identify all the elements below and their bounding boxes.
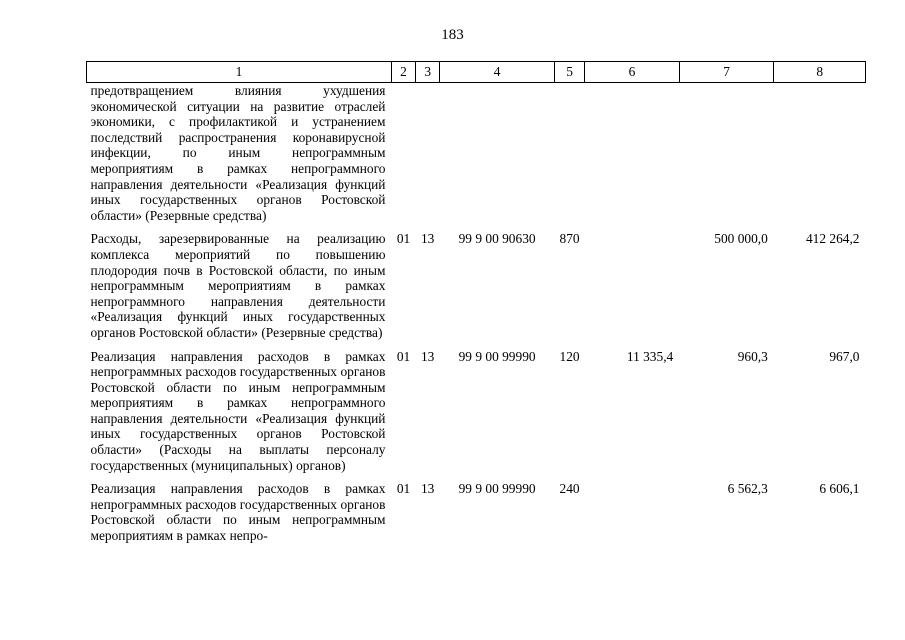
row-target-article: 99 9 00 90630 (458, 231, 536, 247)
row-description: предотвращением влияния ухудшения экономической ситуации на развитие отраслей экономики, с профилактикой и устранением последствий распространения коронавирусной инфекции, по иным непрограммным мероприятиям в рамках непрограммного направления деятельности «Реализация функций иных государственных органов Ростовской области» (Резервные средства) (90, 83, 386, 223)
row-amount-col7: 500 000,0 (714, 231, 768, 247)
row-amount-col6 (585, 223, 680, 340)
row-subsection-code: 13 (420, 348, 435, 364)
row-description: Реализация направления расходов в рамках непрограммных расходов государственных органов Ростовской области по иным непрограммным мероприятиям в рамках непрограммного направления деятельности «Реализация функций иных государственных органов Ростовской области» (Расходы на выплаты персоналу государственных (муниципальных) органов) (90, 348, 386, 473)
row-subsection-code: 13 (420, 481, 435, 497)
row-amount-col6 (585, 473, 680, 543)
row-target-article: 99 9 00 99990 (458, 348, 536, 364)
header-row (87, 62, 866, 83)
page-number: 183 (441, 27, 464, 43)
row-target-article (440, 83, 555, 224)
row-amount-col7 (679, 83, 774, 224)
col-header-5: 5 (554, 62, 584, 83)
row-expense-type: 870 (559, 231, 580, 247)
col-header-8: 8 (774, 62, 866, 83)
row-description: Реализация направления расходов в рамках непрограммных расходов государственных органов Ростовской области по иным непрограммным мероприятиям в рамках непро- (90, 481, 386, 544)
row-expense-type: 120 (559, 348, 580, 364)
row-section-code: 01 (396, 481, 411, 497)
col-header-6: 6 (585, 62, 680, 83)
col-header-4: 4 (440, 62, 555, 83)
row-amount-col7: 6 562,3 (727, 481, 768, 497)
col-header-7: 7 (679, 62, 774, 83)
budget-table (86, 61, 866, 544)
col-header-1: 1 (87, 62, 392, 83)
row-expense-type (554, 83, 584, 224)
row-amount-col6: 11 335,4 (626, 348, 674, 364)
row-subsection-code (416, 83, 440, 224)
row-amount-col8: 6 606,1 (819, 481, 860, 497)
row-section-code (391, 83, 415, 224)
row-amount-col8: 967,0 (829, 348, 860, 364)
col-header-3: 3 (416, 62, 440, 83)
row-expense-type: 240 (559, 481, 580, 497)
row-amount-col8 (774, 83, 866, 224)
row-amount-col7: 960,3 (737, 348, 768, 364)
col-header-2: 2 (391, 62, 415, 83)
table-row (87, 223, 866, 340)
row-subsection-code: 13 (420, 231, 435, 247)
row-section-code: 01 (396, 231, 411, 247)
row-amount-col6 (585, 83, 680, 224)
row-section-code: 01 (396, 348, 411, 364)
row-description: Расходы, зарезервированные на реализацию комплекса мероприятий по повышению плодородия почв в Ростовской области, по иным непрограммным мероприятиям в рамках непрограммного направления деятельности «Реализация функций иных государственных органов Ростовской области» (Резервные средства) (90, 231, 386, 340)
table-row (87, 83, 866, 224)
row-target-article: 99 9 00 99990 (458, 481, 536, 497)
row-amount-col8: 412 264,2 (805, 231, 860, 247)
table-row (87, 473, 866, 543)
table-row (87, 341, 866, 474)
